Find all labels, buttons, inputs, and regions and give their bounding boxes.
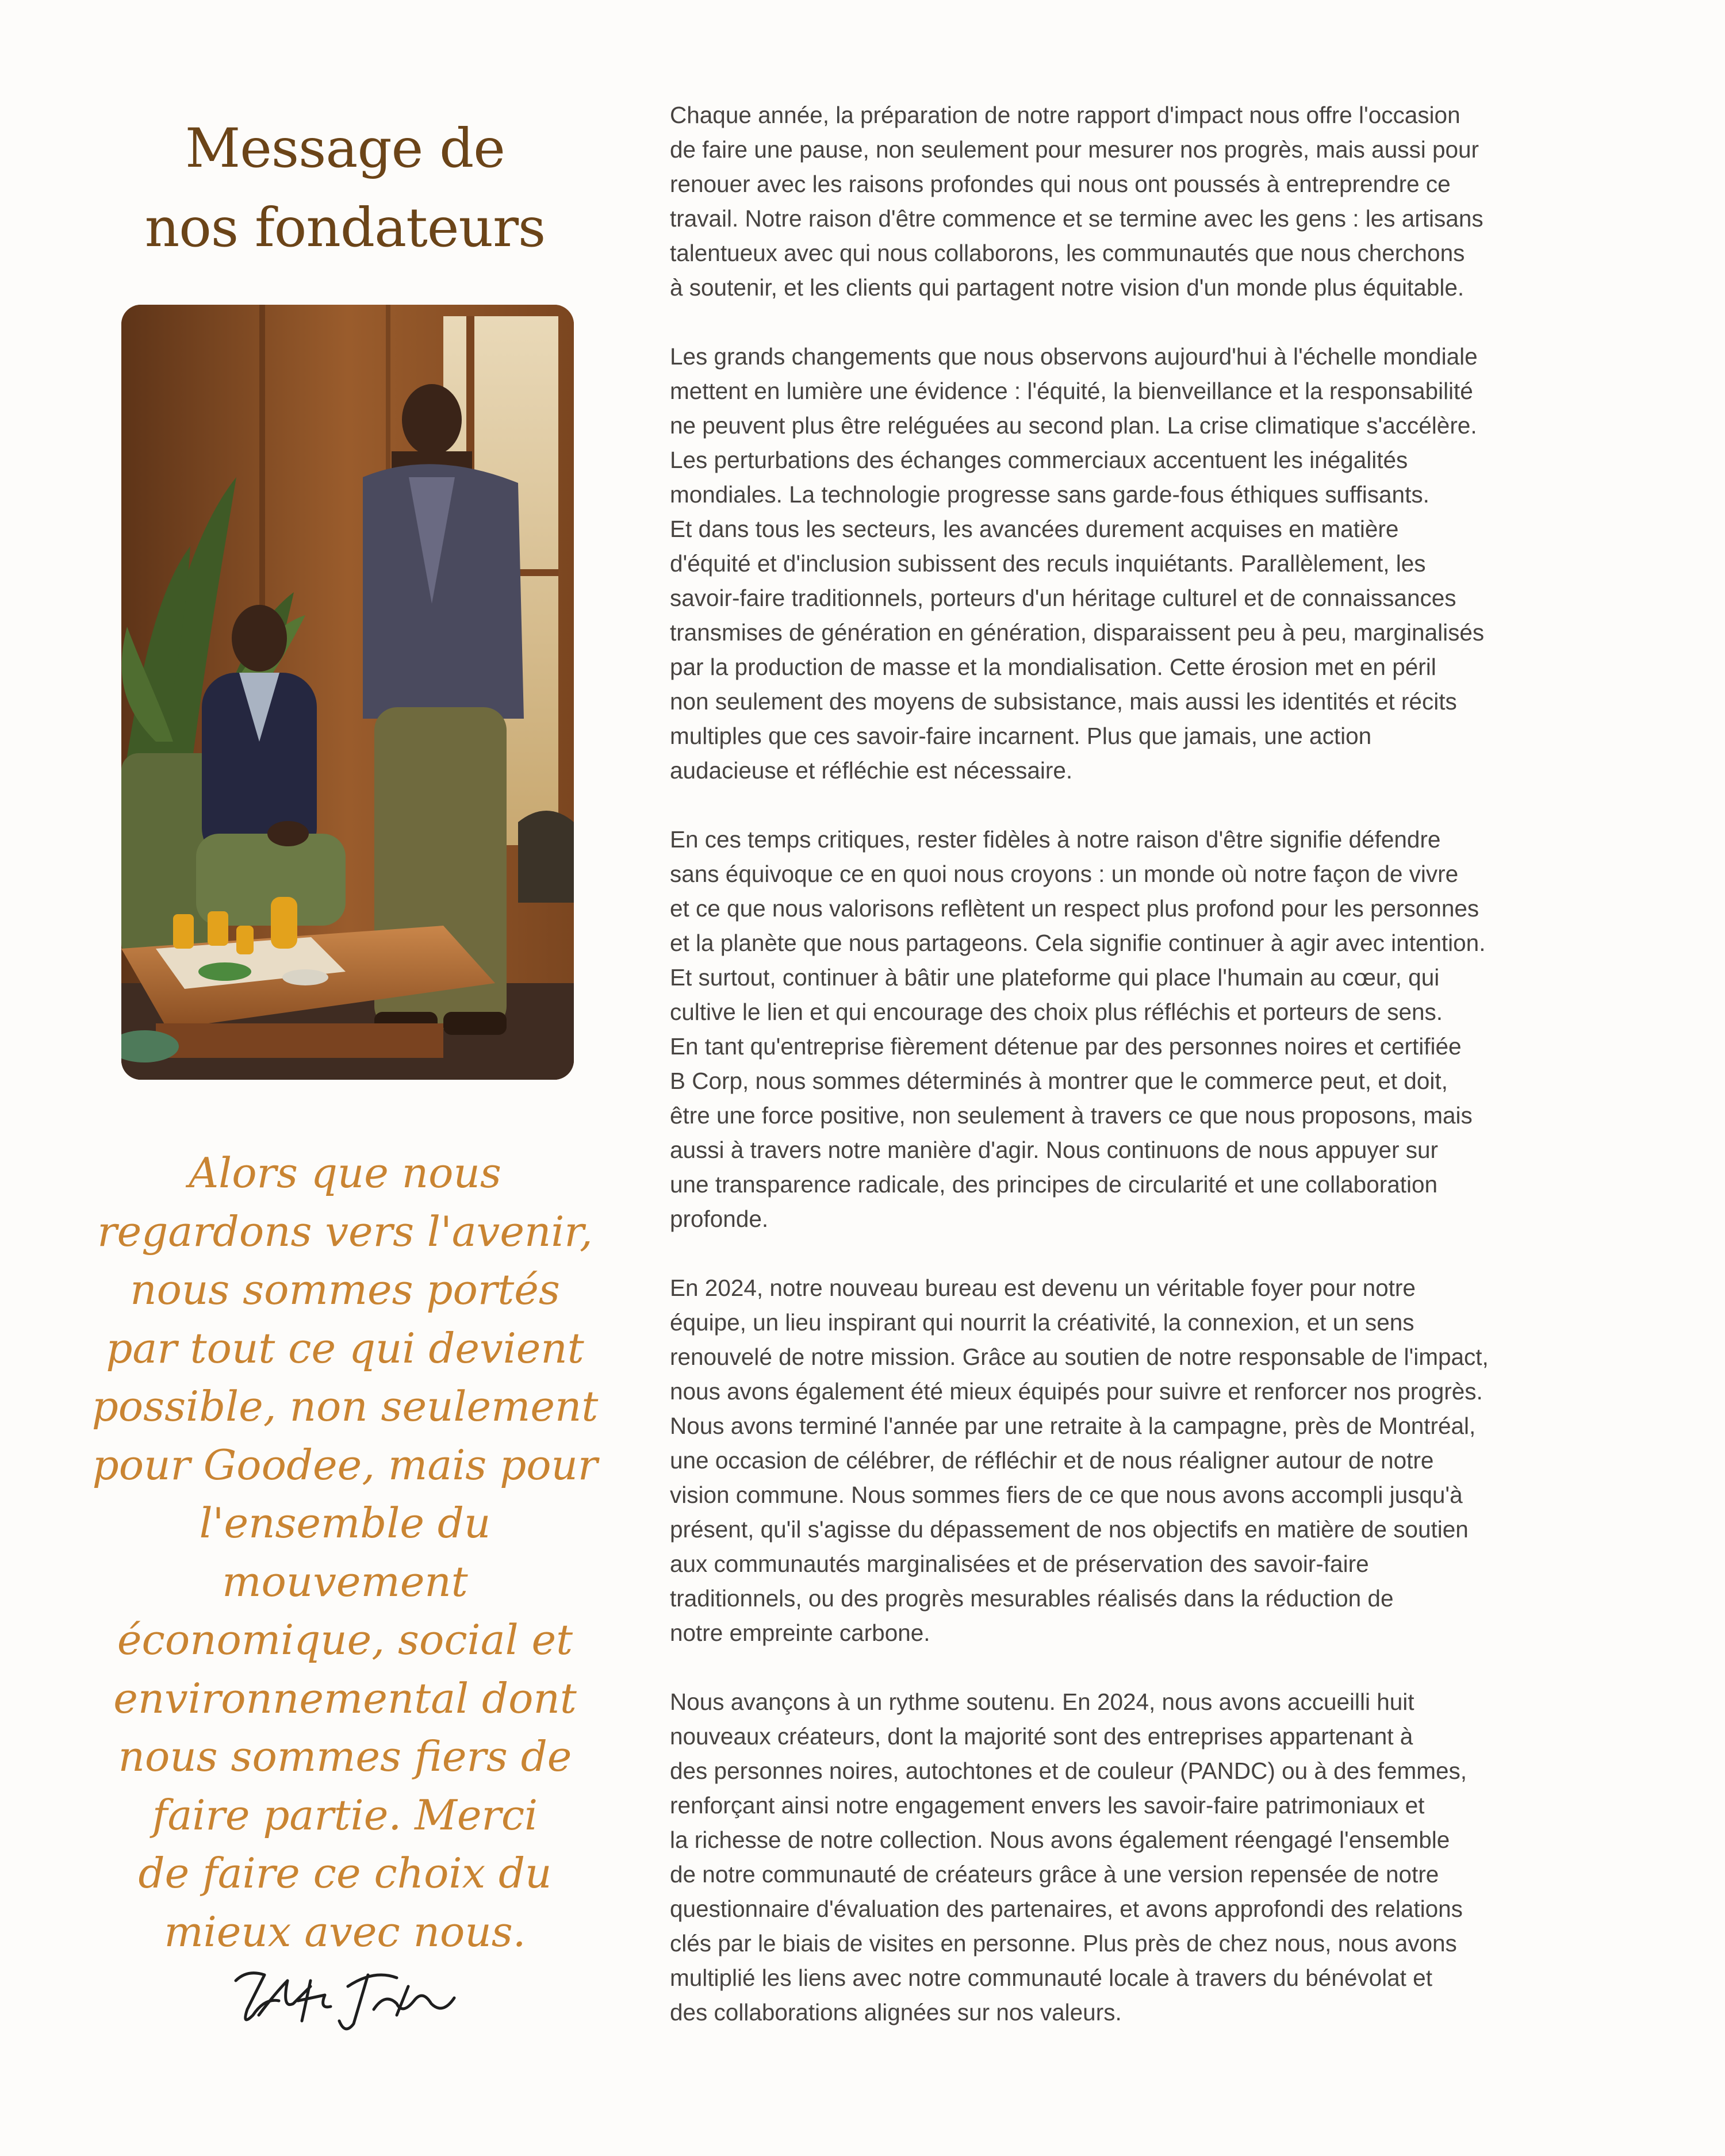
body-paragraph-2: Les grands changements que nous observons aujourd'hui à l'échelle mondiale mettent en lumière une évidence : l'équité, la bienveillance et la responsabilité ne peuvent plus être reléguées au second plan. La crise climatique s'accélère. Les perturbations des échanges commerciaux accentuent les inégalités mondiales. La technologie progresse sans garde-fous éthiques suffisants. Et dans tous les secteurs, les avancées durement acquises en matière d'équité et d'inclusion subissent des reculs inquiétants. Parallèlement, les savoir-faire traditionnels, porteurs d'un héritage culturel et de connaissances transmises de génération en génération, disparaissent peu à peu, marginalisés par la production de masse et la mondialisation. Cette érosion met en péril non seulement des moyens de subsistance, mais aussi les identités et récits multiples que ces savoir-faire incarnent. Plus que jamais, une action audacieuse et réfléchie est nécessaire.	[670, 343, 1485, 784]
body-paragraph-4: En 2024, notre nouveau bureau est devenu un véritable foyer pour notre équipe, un lieu inspirant qui nourrit la créativité, la connexion, et un sens renouvelé de notre mission. Grâce au soutien de notre responsable de l'impact, nous avons également été mieux équipés pour suivre et renforcer nos progrès. Nous avons terminé l'année par une retraite à la campagne, près de Montréal, une occasion de célébrer, de réfléchir et de nous réaligner autour de notre vision commune. Nous sommes fiers de ce que nous avons accompli jusqu'à présent, qu'il s'agisse du dépassement de nos objectifs en matière de soutien aux communautés marginalisées et de préservation des savoir-faire traditionnels, ou des progrès mesurables réalisés dans la réduction de notre empreinte carbone.	[670, 1275, 1489, 1646]
body-paragraph-3: En ces temps critiques, rester fidèles à notre raison d'être signifie défendre sans équivoque ce en quoi nous croyons : un monde où notre façon de vivre et ce que nous valorisons reflètent un respect plus profond pour les personnes et la planète que nous partageons. Cela signifie continuer à agir avec intention. Et surtout, continuer à bâtir une plateforme qui place l'humain au cœur, qui cultive le lien et qui encourage des choix plus réfléchis et porteurs de sens. En tant qu'entreprise fièrement détenue par des personnes noires et certifiée B Corp, nous sommes déterminés à montrer que le commerce peut, et doit, être une force positive, non seulement à travers ce que nous proposons, mais aussi à travers notre manière d'agir. Nous continuons de nous appuyer sur une transparence radicale, des principes de circularité et une collaboration profonde.	[670, 826, 1486, 1232]
body-paragraph-1: Chaque année, la préparation de notre rapport d'impact nous offre l'occasion de faire une pause, non seulement pour mesurer nos progrès, mais aussi pour renouer avec les raisons profondes qui nous ont poussés à entreprendre ce travail. Notre raison d'être commence et se termine avec les gens : les artisans talentueux avec qui nous collaborons, les communautés que nous cherchons à soutenir, et les clients qui partagent notre vision d'un monde plus équitable.	[670, 102, 1483, 301]
page-title-line-1: Message de	[185, 117, 505, 180]
founders-photo	[121, 305, 574, 1080]
pull-quote: Alors que nous regardons vers l'avenir, nous sommes portés par tout ce qui devient possible, non seulement pour Goodee, mais pour l'ensemble du mouvement économique, social et environnemental dont nous sommes fiers de faire partie. Merci de faire ce choix du mieux avec nous.	[91, 1149, 599, 1956]
founders-photo-illustration	[121, 305, 574, 1080]
left-column	[80, 109, 610, 1956]
body-text	[670, 98, 1647, 2064]
signature-image	[224, 1946, 466, 2038]
page-title-line-2: nos fondateurs	[144, 197, 546, 259]
founders-signature	[224, 1946, 466, 2038]
page-title	[80, 109, 610, 268]
body-paragraph-5: Nous avançons à un rythme soutenu. En 2024, nous avons accueilli huit nouveaux créateurs, dont la majorité sont des entreprises appartenant à des personnes noires, autochtones et de couleur (PANDC) ou à des femmes, renforçant ainsi notre engagement envers les savoir-faire patrimoniaux et la richesse de notre collection. Nous avons également réengagé l'ensemble de notre communauté de créateurs grâce à une version repensée de notre questionnaire d'évaluation des partenaires, et avons approfondi des relations clés par le biais de visites en personne. Plus près de chez nous, nous avons multiplié les liens avec notre communauté locale à travers du bénévolat et des collaborations alignées sur nos valeurs.	[670, 1689, 1467, 2025]
